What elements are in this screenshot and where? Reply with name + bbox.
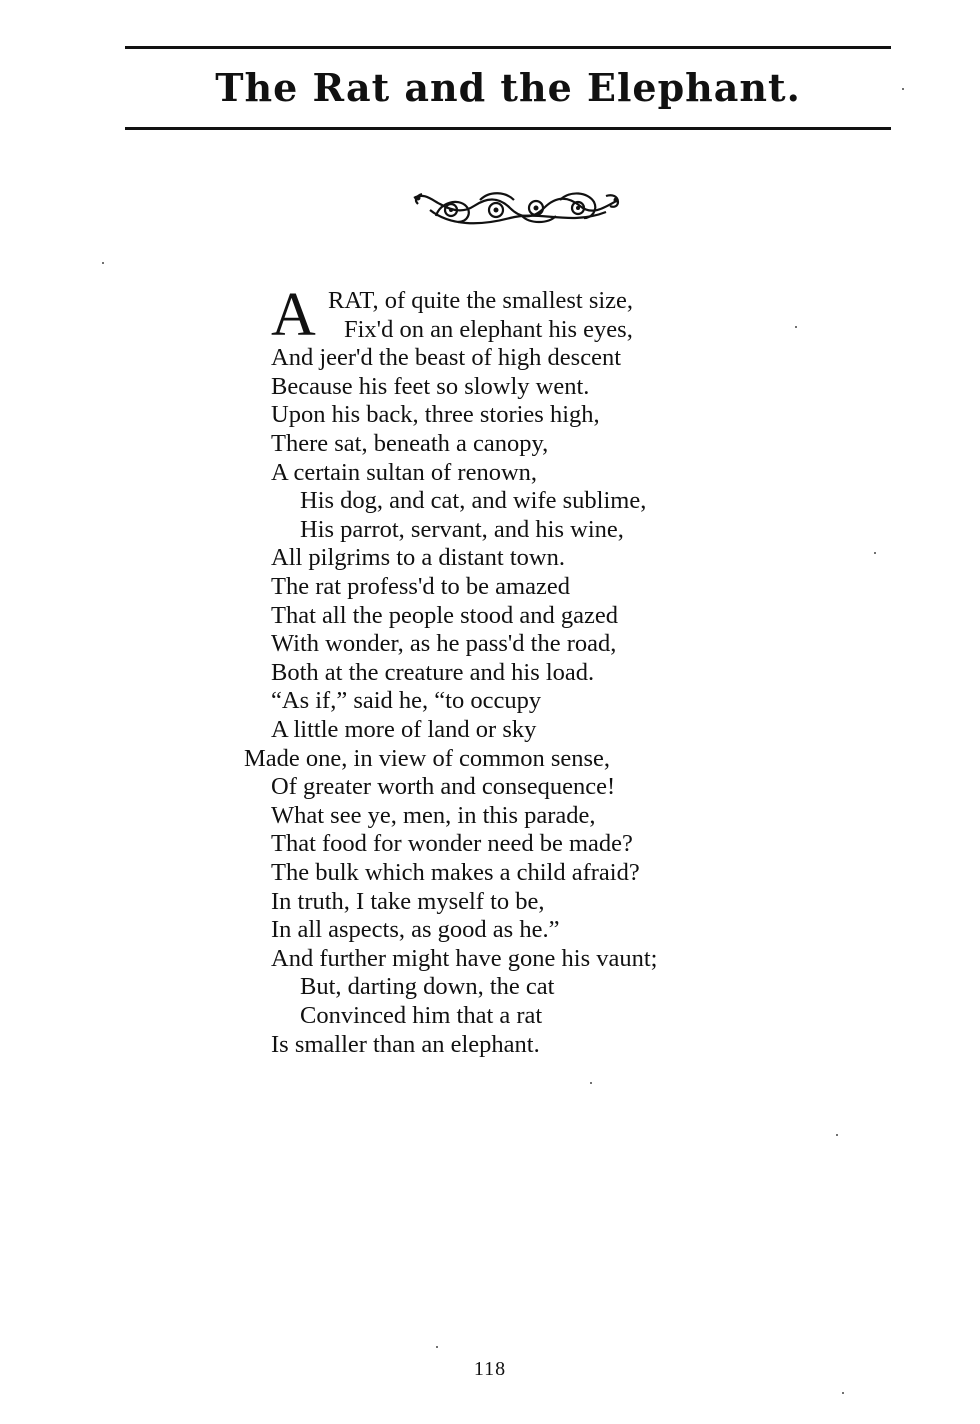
poem-line: In truth, I take myself to be, (271, 887, 545, 915)
poem-line: With wonder, as he pass'd the road, (271, 630, 617, 658)
poem-line: That all the people stood and gazed (271, 601, 618, 629)
poem-line: Because his feet so slowly went. (271, 372, 590, 400)
print-speck (436, 1346, 438, 1348)
print-speck (590, 1082, 592, 1084)
poem-line: Is smaller than an elephant. (271, 1030, 540, 1058)
poem-line: The rat profess'd to be amazed (271, 573, 570, 600)
poem-line: And further might have gone his vaunt; (271, 944, 658, 972)
poem-line: What see ye, men, in this parade, (271, 801, 596, 829)
drop-cap: A (271, 281, 316, 349)
poem-line: In all aspects, as good as he.” (271, 916, 560, 944)
header-rule-bottom (125, 127, 891, 130)
poem-line: The bulk which makes a child afraid? (271, 859, 640, 886)
poem-line: Made one, in view of common sense, (244, 744, 611, 772)
poem-line: His parrot, servant, and his wine, (300, 515, 624, 543)
poem-line: A little more of land or sky (271, 716, 537, 743)
poem-line: That food for wonder need be made? (271, 830, 633, 858)
poem-line: But, darting down, the cat (300, 973, 555, 1001)
poem-line: Fix'd on an elephant his eyes, (344, 315, 633, 343)
print-speck (902, 88, 904, 90)
page-title: The Rat and the Elephant. (215, 65, 801, 110)
poem-line: Both at the creature and his load. (271, 658, 595, 686)
poem-line: His dog, and cat, and wife sublime, (300, 487, 647, 515)
poem-line: “As if,” said he, “to occupy (271, 687, 542, 715)
print-speck (842, 1392, 844, 1394)
print-speck (102, 262, 104, 264)
poem-line: RAT, of quite the smallest size, (328, 287, 634, 314)
poem-line: Of greater worth and consequence! (271, 773, 616, 801)
header-rule-top (125, 46, 891, 49)
poem-line: Convinced him that a rat (300, 1002, 543, 1029)
vine-scroll-ornament-icon (410, 186, 622, 230)
print-speck (795, 326, 797, 328)
poem-line: All pilgrims to a distant town. (271, 544, 565, 572)
print-speck (874, 552, 876, 554)
poem-line: A certain sultan of renown, (271, 458, 538, 486)
print-speck (836, 1134, 838, 1136)
poem-line: There sat, beneath a canopy, (271, 430, 549, 457)
poem-line: And jeer'd the beast of high descent (271, 344, 622, 372)
page-number: 118 (473, 1358, 507, 1380)
poem-line: Upon his back, three stories high, (271, 401, 600, 429)
